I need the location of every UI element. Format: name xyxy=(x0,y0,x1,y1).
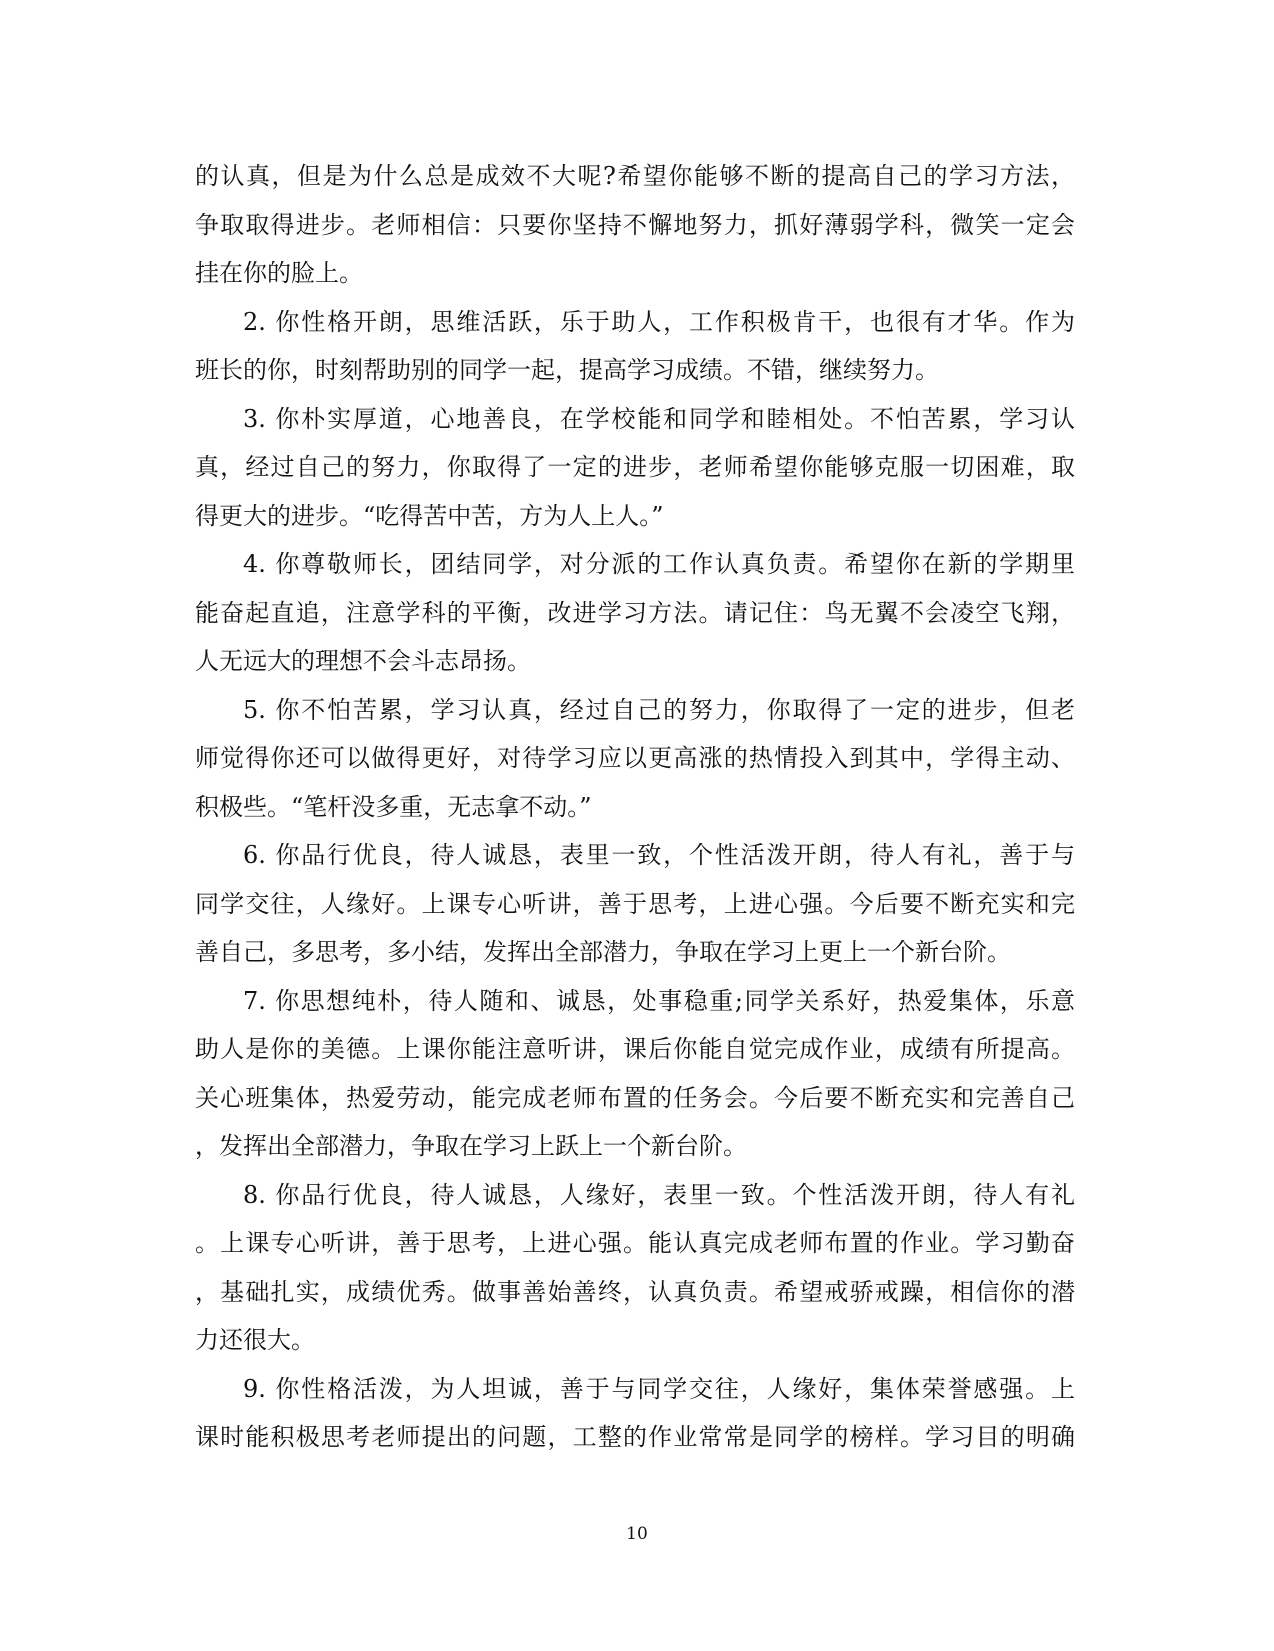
text-line: 得更大的进步。“吃得苦中苦，方为人上人。” xyxy=(195,501,664,530)
text-line: 课时能积极思考老师提出的问题，工整的作业常常是同学的榜样。学习目的明确 xyxy=(195,1423,1075,1451)
text-line: 2. 你性格开朗，思维活跃，乐于助人，工作积极肯干，也很有才华。作为 xyxy=(243,307,1075,336)
text-line: 善自己，多思考，多小结，发挥出全部潜力，争取在学习上更上一个新台阶。 xyxy=(195,938,1011,966)
text-line: 助人是你的美德。上课你能注意听讲，课后你能自觉完成作业，成绩有所提高。 xyxy=(195,1035,1075,1063)
text-line: 争取取得进步。老师相信：只要你坚持不懈地努力，抓好薄弱学科，微笑一定会 xyxy=(195,210,1075,239)
text-line: 4. 你尊敬师长，团结同学，对分派的工作认真负责。希望你在新的学期里 xyxy=(243,550,1075,578)
text-line: 人无远大的理想不会斗志昂扬。 xyxy=(195,647,531,675)
document-body xyxy=(195,152,1075,1462)
text-line: 。上课专心听讲，善于思考，上进心强。能认真完成老师布置的作业。学习勤奋 xyxy=(195,1229,1075,1257)
text-line: 8. 你品行优良，待人诚恳，人缘好，表里一致。个性活泼开朗，待人有礼 xyxy=(243,1180,1075,1209)
text-line: 9. 你性格活泼，为人坦诚，善于与同学交往，人缘好，集体荣誉感强。上 xyxy=(243,1374,1075,1403)
text-line: ，发挥出全部潜力，争取在学习上跃上一个新台阶。 xyxy=(195,1132,747,1160)
text-line: 师觉得你还可以做得更好，对待学习应以更高涨的热情投入到其中，学得主动、 xyxy=(195,744,1075,772)
text-line: 班长的你，时刻帮助别的同学一起，提高学习成绩。不错，继续努力。 xyxy=(195,356,939,384)
text-line: 5. 你不怕苦累，学习认真，经过自己的努力，你取得了一定的进步，但老 xyxy=(243,695,1075,724)
text-line: 力还很大。 xyxy=(195,1326,315,1354)
text-line: 的认真，但是为什么总是成效不大呢?希望你能够不断的提高自己的学习方法， xyxy=(195,162,1075,190)
text-line: 挂在你的脸上。 xyxy=(195,259,363,287)
text-line: 同学交往，人缘好。上课专心听讲，善于思考，上进心强。今后要不断充实和完 xyxy=(195,889,1075,918)
text-line: 7. 你思想纯朴，待人随和、诚恳，处事稳重;同学关系好，热爱集体，乐意 xyxy=(243,986,1075,1015)
page-number: 10 xyxy=(626,1524,648,1544)
text-line: 3. 你朴实厚道，心地善良，在学校能和同学和睦相处。不怕苦累，学习认 xyxy=(243,404,1075,433)
text-line: 积极些。“笔杆没多重，无志拿不动。” xyxy=(195,792,592,821)
text-line: 关心班集体，热爱劳动，能完成老师布置的任务会。今后要不断充实和完善自己 xyxy=(195,1083,1075,1112)
text-line: 能奋起直追，注意学科的平衡，改进学习方法。请记住：鸟无翼不会凌空飞翔， xyxy=(195,598,1075,627)
text-line: 真，经过自己的努力，你取得了一定的进步，老师希望你能够克服一切困难，取 xyxy=(195,453,1075,481)
text-line: 6. 你品行优良，待人诚恳，表里一致，个性活泼开朗，待人有礼，善于与 xyxy=(243,841,1075,869)
text-line: ，基础扎实，成绩优秀。做事善始善终，认真负责。希望戒骄戒躁，相信你的潜 xyxy=(195,1277,1075,1306)
